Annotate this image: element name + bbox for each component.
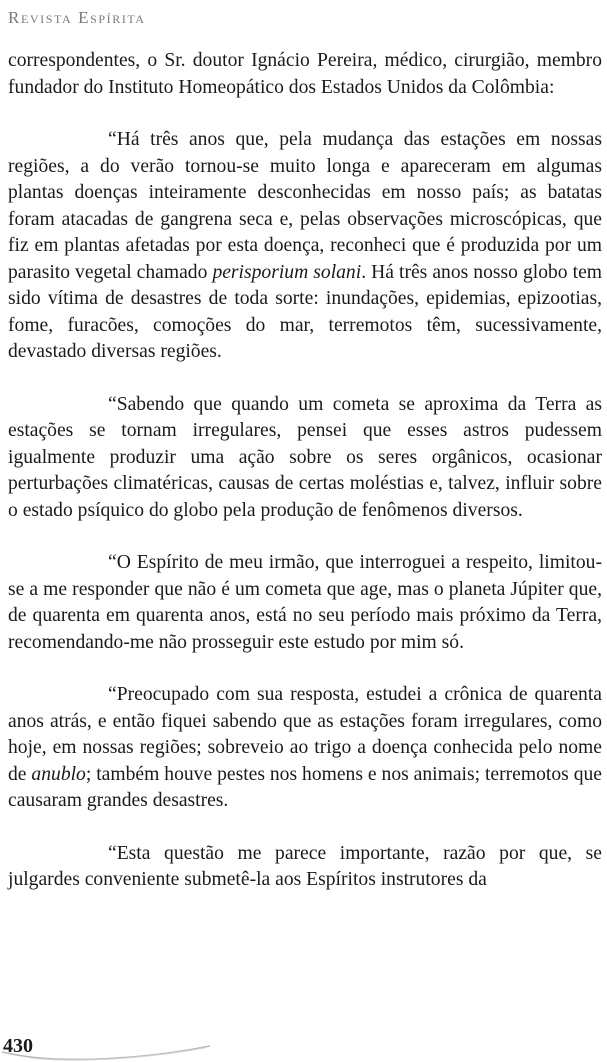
paragraph-text: “Há três anos que, pela mudança das estações em nossas regiões, a do verão tornou-se muito longa e apareceram em algumas plantas doenças inteiramente desconhecidas em nosso país; as batatas foram atacadas de gangrena seca e, pelas observações microscópicas, que fiz em plantas afetadas por esta doença, reconheci que é produzida por um parasito vegetal chamado bbox=[8, 129, 602, 283]
paragraph-quote-question: “Esta questão me parece importante, razão por que, se julgardes conveniente submetê-la aos Espíritos instrutores da bbox=[8, 842, 602, 890]
running-header: Revista Espírita bbox=[8, 8, 146, 27]
decorative-swoosh bbox=[0, 1022, 260, 1062]
paragraph-quote-comet: “Sabendo que quando um cometa se aproxima da Terra as estações se tornam irregulares, pensei que esses astros pudessem igualmente produzir uma ação sobre os seres orgânicos, ocasionar perturbações climatéricas, causas de certas moléstias e, talvez, influir sobre o estado psíquico do globo pela produção de fenômenos diversos. bbox=[8, 393, 602, 521]
italic-term-anublo: anublo bbox=[31, 763, 86, 785]
paragraph-text: “Preocupado com sua resposta, estudei a crônica de quarenta anos atrás, e então fiquei sabendo que as estações foram irregulares, como hoje, em nossas regiões; sobreveio ao trigo a doença conhecida pelo nome de bbox=[8, 684, 602, 785]
paragraph-intro: correspondentes, o Sr. doutor Ignácio Pereira, médico, cirurgião, membro fundador do Instituto Homeopático dos Estados Unidos da Colômbia: bbox=[8, 50, 602, 98]
paragraph-quote-chronicle bbox=[8, 682, 602, 815]
paragraph-quote-jupiter: “O Espírito de meu irmão, que interroguei a respeito, limitou-se a me responder que não é um cometa que age, mas o planeta Júpiter que, de quarenta em quarenta anos, está no seu período mais próximo da Terra, recomendando-me não prosseguir este estudo por mim só. bbox=[8, 552, 602, 653]
body-text bbox=[8, 48, 602, 894]
paragraph-text: ; também houve pestes nos homens e nos animais; terremotos que causaram grandes desastres. bbox=[8, 763, 602, 811]
paragraph-text: . Há três anos nosso globo tem sido vítima de desastres de toda sorte: inundações, epidemias, epizootias, fome, furacões, comoções do mar, terremotos têm, sucessivamente, devastado diversas regiões. bbox=[8, 261, 603, 362]
page-footer bbox=[0, 1022, 260, 1062]
italic-term-perisporium: perisporium solani bbox=[212, 261, 362, 283]
page-number: 430 bbox=[3, 1035, 33, 1057]
paragraph-quote-plants bbox=[8, 127, 602, 366]
